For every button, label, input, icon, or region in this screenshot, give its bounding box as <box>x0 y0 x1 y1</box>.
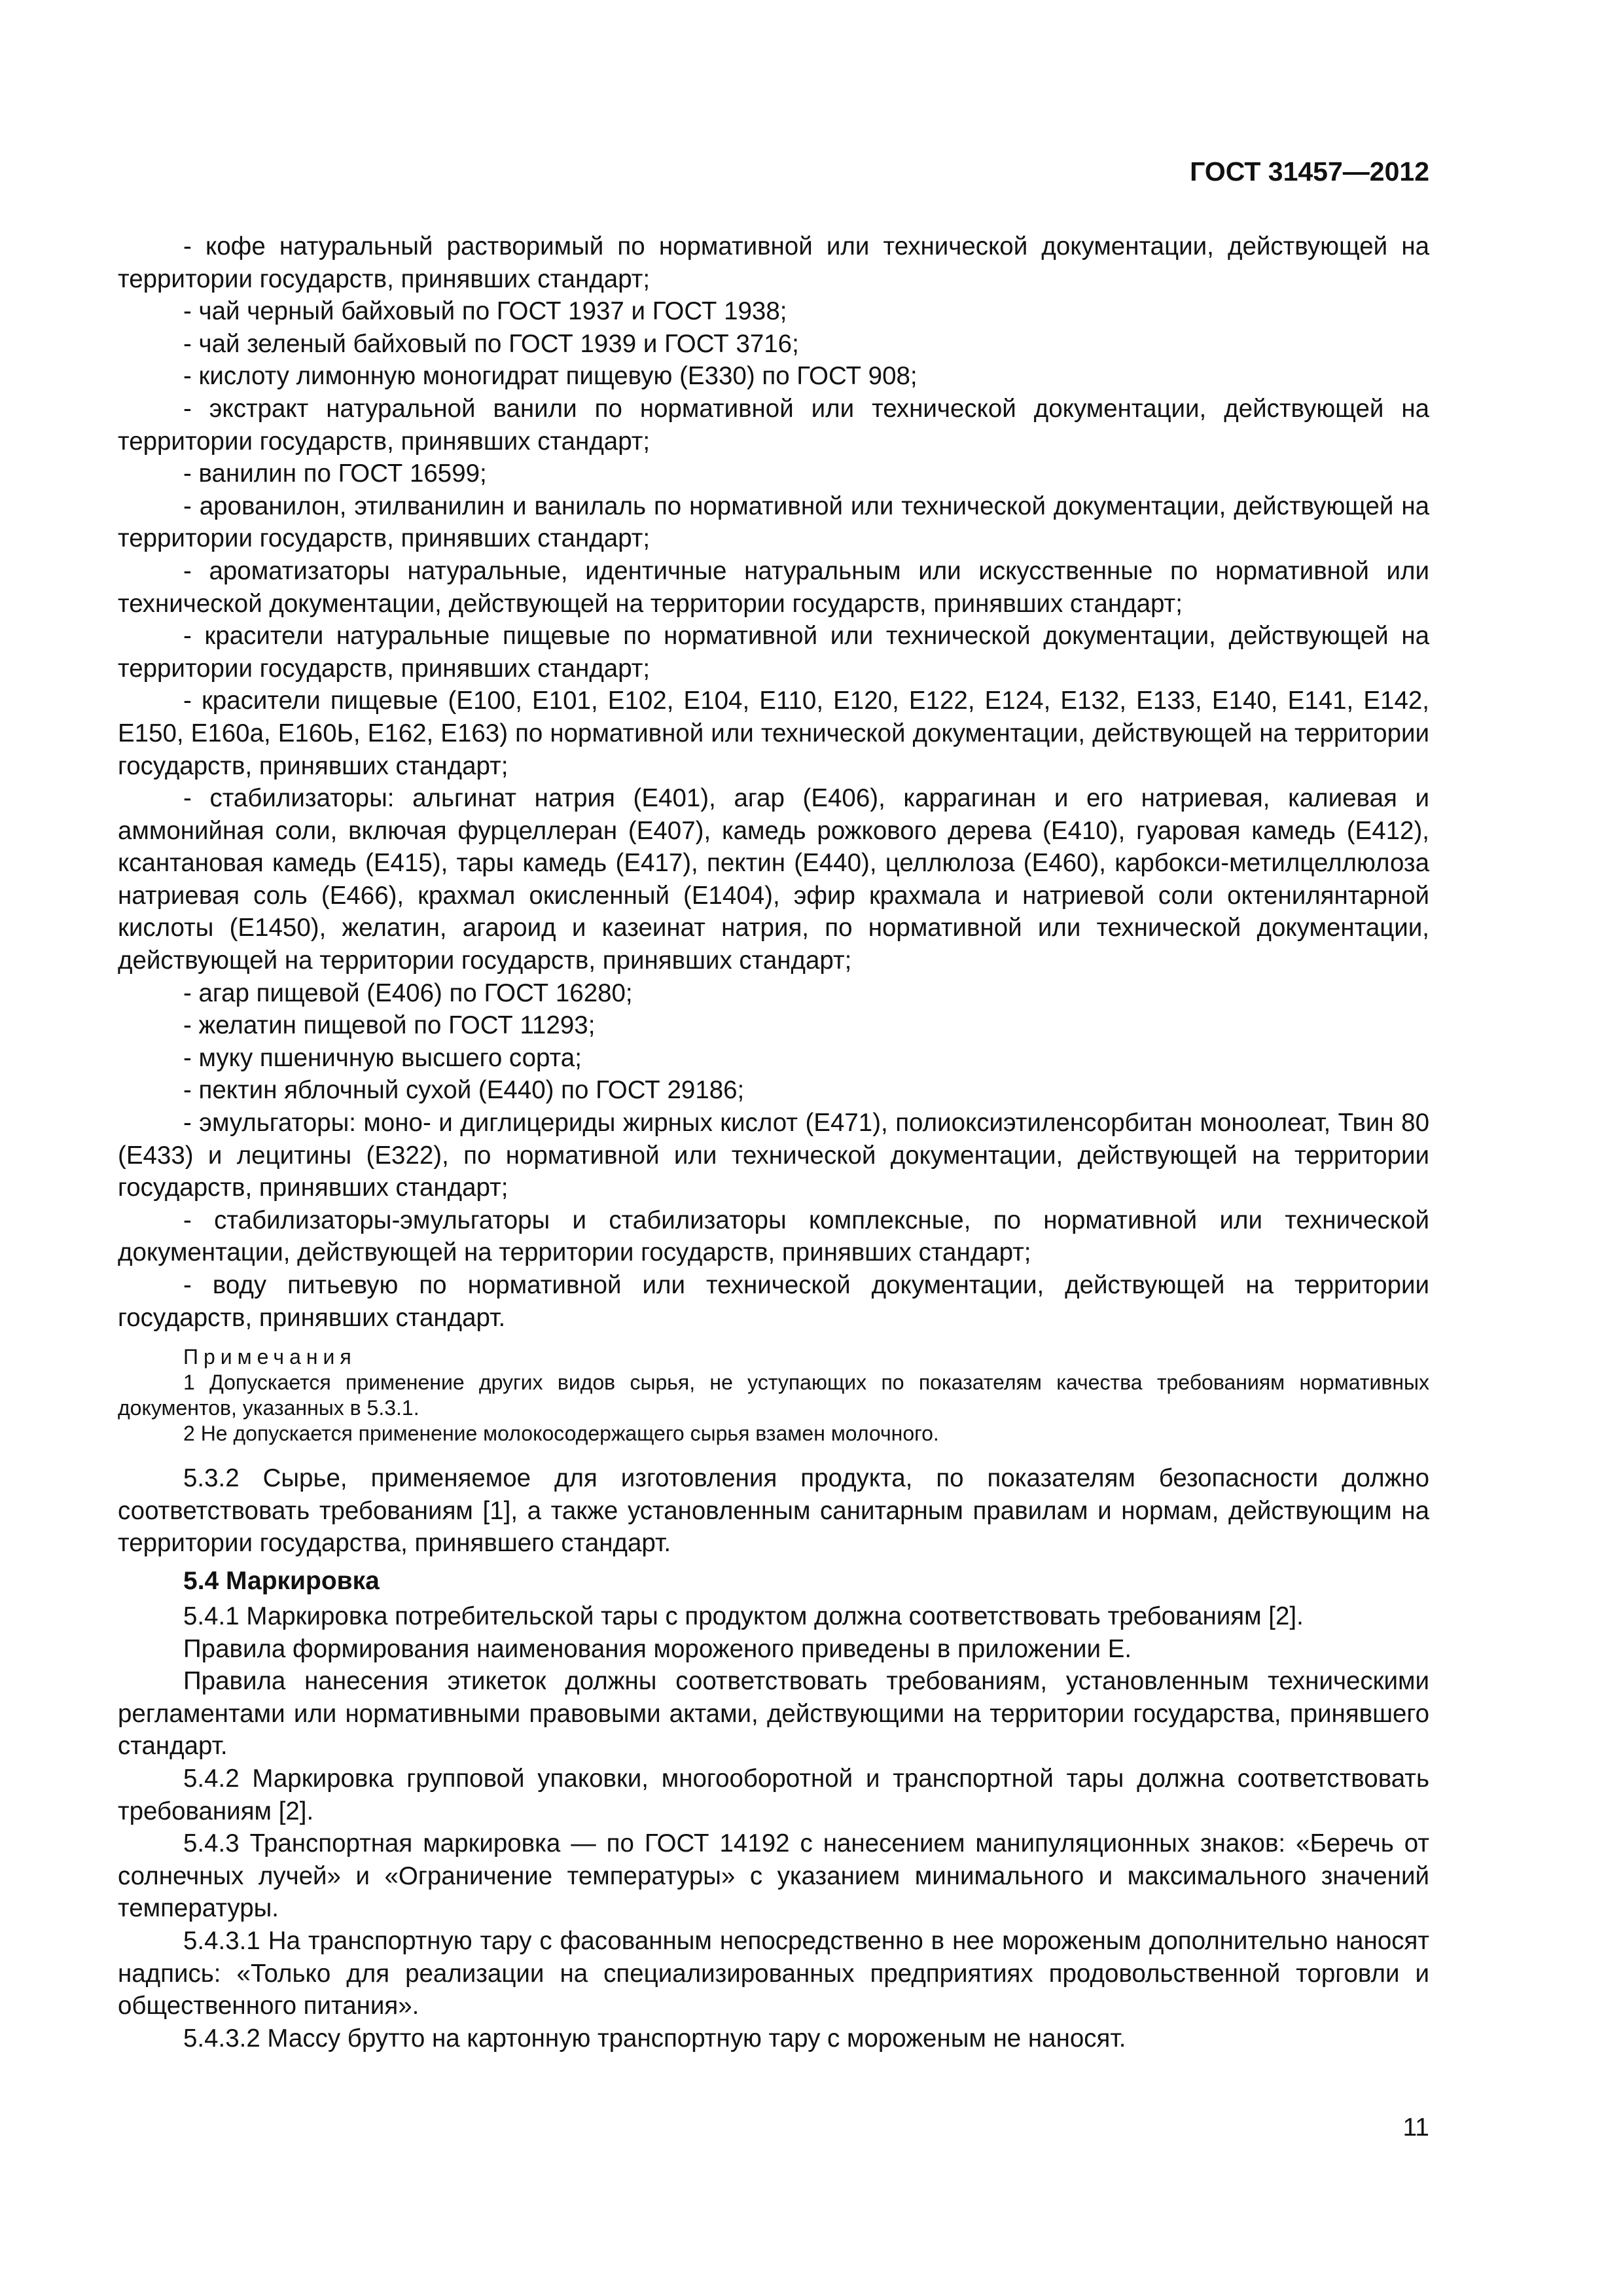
list-item: - муку пшеничную высшего сорта; <box>183 1043 582 1072</box>
note-item: 2 Не допускается применение молокосодержащего сырья взамен молочного. <box>183 1422 939 1446</box>
raw-materials-list <box>118 230 1429 1334</box>
list-item: - стабилизаторы-эмульгаторы и стабилизаторы комплексные, по нормативной или технической документации, действующей на территории государств, принявших стандарт; <box>118 1206 1429 1267</box>
clause-paragraph: 5.4.3.2 Массу брутто на картонную транспортную тару с мороженым не наносят. <box>183 2024 1126 2053</box>
list-item: - агар пищевой (Е406) по ГОСТ 16280; <box>183 978 633 1007</box>
document-body <box>118 230 1429 2054</box>
section-5-4-body <box>118 1600 1429 2054</box>
clause-paragraph: 5.4.1 Маркировка потребительской тары с продуктом должна соответствовать требованиям [2]. <box>183 1602 1304 1630</box>
list-item: - ароматизаторы натуральные, идентичные натуральным или искусственные по нормативной или технической документации, действующей на территории государств, принявших стандарт; <box>118 556 1429 618</box>
page-number: 11 <box>1402 2113 1429 2142</box>
document-code-header: ГОСТ 31457—2012 <box>1190 156 1429 187</box>
list-item: - пектин яблочный сухой (Е440) по ГОСТ 29186; <box>183 1076 745 1105</box>
list-item: - кислоту лимонную моногидрат пищевую (Е330) по ГОСТ 908; <box>183 362 918 391</box>
list-item: - арованилон, этилванилин и ванилаль по нормативной или технической документации, действующей на территории государств, принявших стандарт; <box>118 492 1429 553</box>
list-item: - чай черный байховый по ГОСТ 1937 и ГОСТ 1938; <box>183 297 787 326</box>
list-item: - кофе натуральный растворимый по нормативной или технической документации, действующей на территории государств, принявших стандарт; <box>118 232 1429 293</box>
clause-5-3-2 <box>118 1462 1429 1560</box>
list-item: - ванилин по ГОСТ 16599; <box>183 459 487 488</box>
clause-paragraph: 5.4.2 Маркировка групповой упаковки, многооборотной и транспортной тары должна соответствовать требованиям [2]. <box>118 1764 1429 1825</box>
list-item: - желатин пищевой по ГОСТ 11293; <box>183 1011 596 1040</box>
clause-paragraph: 5.4.3 Транспортная маркировка — по ГОСТ 14192 с нанесением манипуляционных знаков: «Беречь от солнечных лучей» и «Ограничение температуры» с указанием минимального и максимального значений температуры. <box>118 1829 1429 1923</box>
list-item: - красители натуральные пищевые по нормативной или технической документации, действующей на территории государств, принявших стандарт; <box>118 622 1429 683</box>
list-item: - эмульгаторы: моно- и диглицериды жирных кислот (Е471), полиоксиэтиленсорбитан моноолеат, Твин 80 (Е433) и лецитины (Е322), по нормативной или технической документации, действующей на территории государств, принявших стандарт; <box>118 1109 1429 1202</box>
list-item: - чай зеленый байховый по ГОСТ 1939 и ГОСТ 3716; <box>183 329 799 358</box>
clause-paragraph: Правила нанесения этикеток должны соответствовать требованиям, установленным техническими регламентами или нормативными правовыми актами, действующими на территории государства, принявшего стандарт. <box>118 1667 1429 1761</box>
notes-block <box>118 1344 1429 1446</box>
list-item: - воду питьевую по нормативной или технической документации, действующей на территории государств, принявших стандарт. <box>118 1271 1429 1332</box>
clause-paragraph: 5.3.2 Сырье, применяемое для изготовления продукта, по показателям безопасности должно соответствовать требованиям [1], а также установленным санитарным правилам и нормам, действующим на территории государства, принявшего стандарт. <box>118 1464 1429 1558</box>
section-heading-marking: 5.4 Маркировка <box>183 1566 380 1595</box>
list-item: - экстракт натуральной ванили по нормативной или технической документации, действующей на территории государств, принявших стандарт; <box>118 394 1429 456</box>
list-item: - стабилизаторы: альгинат натрия (Е401), агар (Е406), каррагинан и его натриевая, калиевая и аммонийная соли, включая фурцеллеран (Е407), камедь рожкового дерева (Е410), гуаровая камедь (Е412), ксантановая камедь (Е415), тары камедь (Е417), пектин (Е440), целлюлоза (Е460), карбокси-метилцеллюлоза натриевая соль (Е466), крахмал окисленный (Е1404), эфир крахмала и натриевой соли октенилянтарной кислоты (Е1450), желатин, агароид и казеинат натрия, по нормативной или технической документации, действующей на территории государств, принявших стандарт; <box>118 784 1429 975</box>
notes-title: Примечания <box>183 1345 357 1369</box>
clause-paragraph: Правила формирования наименования мороженого приведены в приложении Е. <box>183 1634 1132 1663</box>
list-item: - красители пищевые (Е100, Е101, Е102, Е104, Е110, Е120, Е122, Е124, Е132, Е133, Е140, Е141, Е142, Е150, Е160а, Е160Ь, Е162, Е163) по нормативной или технической документации, действующей на территории государств, принявших стандарт; <box>118 687 1429 780</box>
clause-paragraph: 5.4.3.1 На транспортную тару с фасованным непосредственно в нее мороженым дополнительно наносят надпись: «Только для реализации на специализированных предприятиях продовольственной торговли и общественного питания». <box>118 1926 1429 2020</box>
note-item: 1 Допускается применение других видов сырья, не уступающих по показателям качества требованиям нормативных документов, указанных в 5.3.1. <box>118 1371 1429 1420</box>
